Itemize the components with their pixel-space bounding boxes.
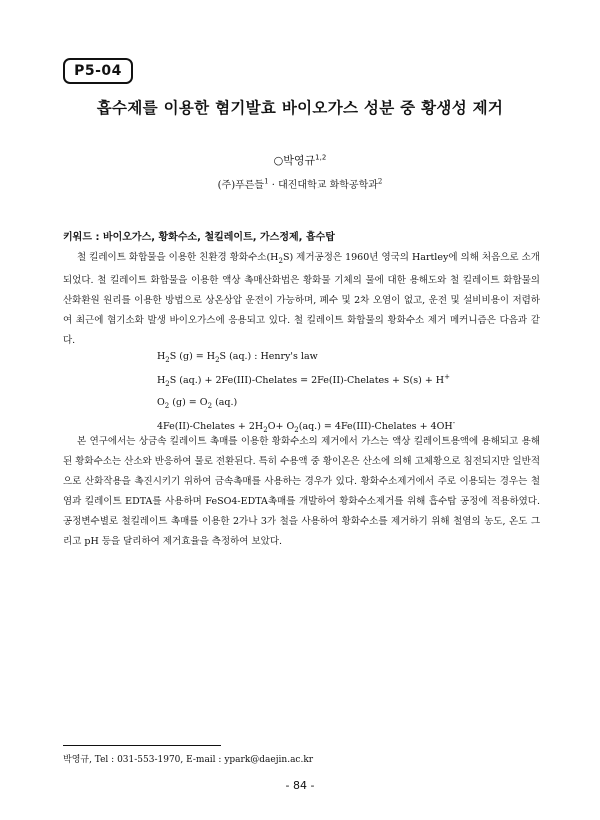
affiliation-sep: · [268,180,279,191]
eq4-b: O+ O [267,421,295,433]
eq3-a-sub: 2 [164,401,170,410]
eq1-a: H [157,351,166,362]
eq1-b-sub: 2 [215,355,220,364]
affiliation-org2: 대진대학교 화학공학과 [278,180,378,191]
equation-3 [157,394,557,415]
eq4-c: (aq.) = 4Fe(III)-Chelates + 4OH [298,421,453,433]
affiliation-sup2: 2 [377,177,383,186]
eq4-c-sup: - [452,419,456,428]
affiliation-sup1: 1 [264,177,269,186]
footnote-contact: 박영규, Tel : 031-553-1970, E-mail : ypark@daejin.ac.kr [63,755,314,765]
keywords: 키워드 : 바이오가스, 황화수소, 철킬레이트, 가스정제, 흡수탑 [63,232,335,243]
equation-1 [157,348,557,369]
page-number: - 84 - [285,779,315,792]
equation-2 [157,369,557,394]
eq2-b-sup: + [444,373,450,382]
author-line [0,152,600,168]
eq4-b-sub: 2 [294,426,299,435]
paragraph-method: 본 연구에서는 상금속 킬레이트 촉매를 이용한 황화수소의 제거에서 가스는 액상 킬레이트용액에 용해되고 용해된 황화수소는 산소와 반응하여 물로 전환된다. 특히 수용액 중 황이온은 산소에 의해 고체황으로 침전되지만 일반적으로 산화작용을 촉진시키기 위하여 금속촉매를 사용하는 경우가 있다. 황화수소제거에서 주로 이용되는 경우는 철염과 킬레이트 EDTA를 사용하며 FeSO4-EDTA촉매를 개발하여 황화수소제거를 위해 흡수탑 공정에 적용하였다. 공정변수별로 철킬레이트 촉매를 이용한 2가나 3가 철을 사용하여 황화수소를 제거하기 위해 철염의 농도, 온도 그리고 pH 등을 달리하여 제거효율을 측정하여 보았다. [63,436,540,547]
eq1-b: S (g) = H [169,351,216,362]
eq3-c: (aq.) [212,396,238,408]
affiliation-line [0,176,600,191]
eq3-b-sub: 2 [207,401,213,410]
eq4-a: 4Fe(II)-Chelates + 2H [157,421,264,433]
paragraph-intro-text-a: 철 킬레이트 화합물을 이용한 친환경 황화수소(H [77,252,279,263]
paragraph-intro-sub: 2 [278,256,283,265]
author-sup: 1,2 [315,153,327,162]
eq2-a: H [157,375,166,387]
reaction-equations [157,348,557,440]
presenter-mark: ○ [273,154,284,167]
paragraph-intro [63,248,540,351]
eq3-b: (g) = O [169,396,208,408]
paper-title: 흡수제를 이용한 혐기발효 바이오가스 성분 중 황생성 제거 [96,99,504,117]
eq4-a-sub: 2 [263,426,268,435]
session-badge: P5-04 [63,58,133,84]
footnote-divider [63,745,221,746]
eq1-c: S (aq.) : Henry's law [219,351,318,362]
eq1-a-sub: 2 [165,355,170,364]
affiliation-org1: (주)푸른들 [217,180,265,191]
paragraph-intro-text-b: S) 제거공정은 1960년 영국의 Hartley에 의해 처음으로 소개 되었다. 철 킬레이트 화합물을 이용한 액상 촉매산화법은 황화물 기체의 물에 대한 용해도와 철 킬레이트 화합물의 산화환원 원리를 이용한 방법으로 상온상압 운전이 가능하며, 폐수 및 2차 오염이 없고, 운전 및 설비비용이 저렴하여 최근에 혐기소화 발생 바이오가스에 응용되고 있다. 철 킬레이트 화합물의 황화수소 제거 메커니즘은 다음과 같다. [63,252,540,346]
author-name: 박영규 [283,154,316,167]
eq3-a: O [157,396,165,408]
eq2-a-sub: 2 [165,380,170,389]
eq2-b: S (aq.) + 2Fe(III)-Chelates = 2Fe(II)-Chelates + S(s) + H [169,375,445,387]
